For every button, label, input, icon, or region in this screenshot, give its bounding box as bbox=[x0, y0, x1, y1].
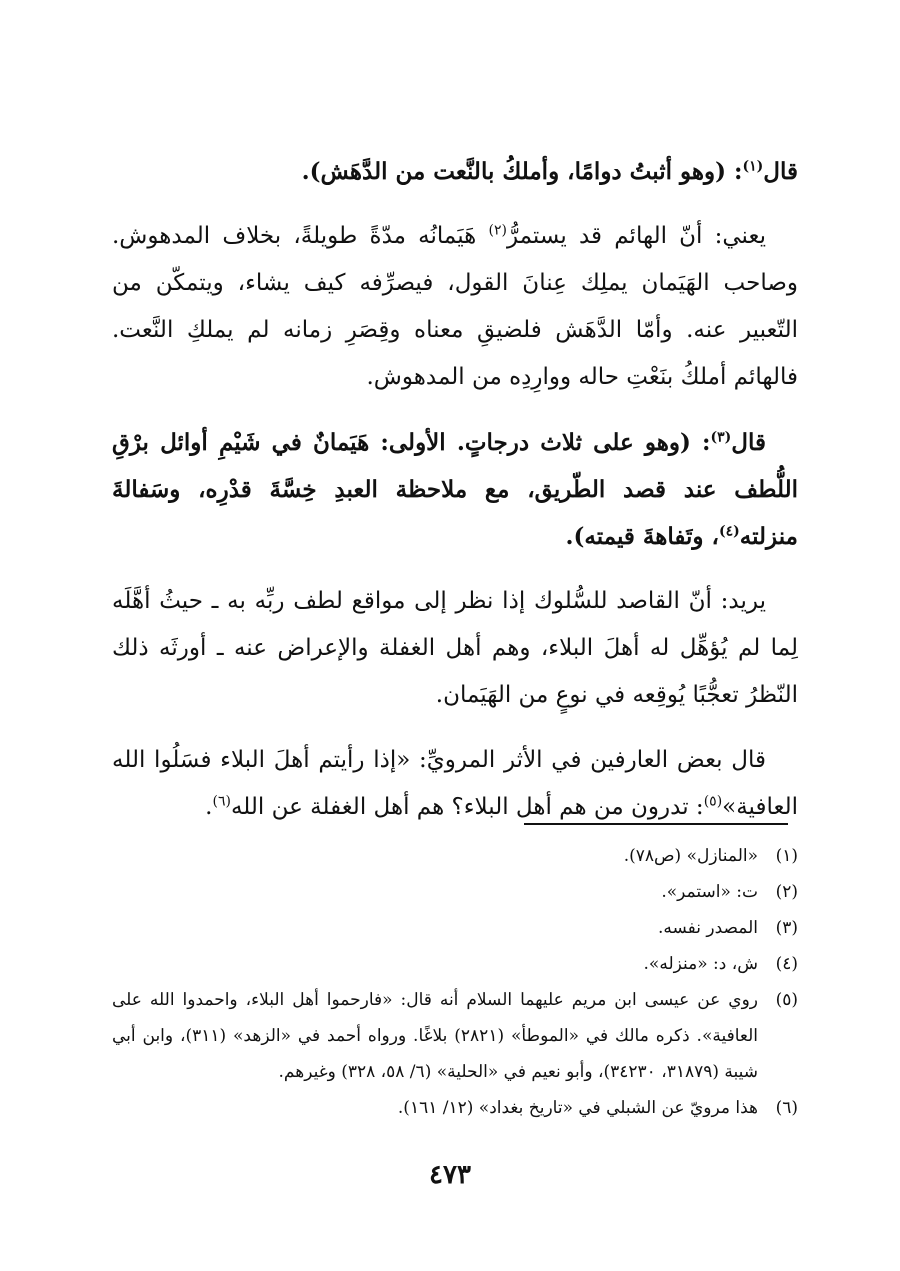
footnote-6 bbox=[112, 1090, 798, 1126]
footnote-ref: (٢) bbox=[488, 222, 507, 239]
footnote-ref: (٥) bbox=[703, 793, 723, 810]
footnote-ref: (٦) bbox=[212, 793, 231, 810]
footnote-text: «المنازل» (ص٧٨). bbox=[623, 846, 758, 866]
paragraph-text: : تدرون من هم أهل البلاء؟ هم أهل الغفلة عن الله bbox=[230, 794, 704, 820]
footnotes bbox=[112, 838, 798, 1126]
footnote-ref: (١) bbox=[742, 158, 764, 175]
paragraph-1 bbox=[112, 148, 798, 195]
footnote-text: روي عن عيسى ابن مريم عليهما السلام أنه قال: «فارحموا أهل البلاء، واحمدوا الله على العافية». ذكره مالك في «الموطأ» (٢٨٢١) بلاغًا. ورواه أحمد في «الزهد» (٣١١)، وابن أبي شيبة (٣١٨٧٩، ٣٤٢٣٠)، وأبو نعيم في «الحلية» (٦/ ٥٨، ٣٢٨) وغيرهم. bbox=[112, 990, 759, 1082]
paragraph-text: : (وهو على ثلاث درجاتٍ. الأولى: هَيَمانٌ في شَيْمِ أوائل برْقِ اللُّطف عند قصد الطّريق، مع ملاحظة العبدِ خِسَّةَ قدْرِه، وسَفالةَ منزلته bbox=[112, 429, 798, 550]
main-text bbox=[112, 148, 798, 849]
paragraph-label: قال bbox=[763, 158, 798, 185]
footnote-number: (٢) bbox=[775, 882, 798, 902]
footnote-number: (٥) bbox=[775, 990, 798, 1010]
footnote-ref: (٤) bbox=[718, 523, 740, 540]
paragraph-text: هَيَمانُه مدّةً طويلةً، بخلاف المدهوش. وصاحب الهَيَمان يملِك عِنانَ القول، فيصرِّفه كيف يشاء، ويتمكّن من التّعبير عنه. وأمّا الدَّهَش فلضيقِ معناه وقِصَرِ زمانه لم يملكِ النَّعت. فالهائم أملكُ بنَعْتِ حاله ووارِدِه من المدهوش. bbox=[112, 223, 798, 390]
paragraph-text: قال بعض العارفين في الأثر المرويِّ: «إذا رأيتم أهلَ البلاء فسَلُوا الله العافية» bbox=[112, 747, 798, 820]
paragraph-2 bbox=[112, 213, 798, 401]
paragraph-4 bbox=[112, 578, 798, 719]
footnote-text: ش، د: «منزله». bbox=[643, 954, 758, 974]
footnote-number: (٤) bbox=[775, 954, 798, 974]
footnote-ref: (٣) bbox=[710, 429, 732, 446]
footnote-4 bbox=[112, 946, 798, 982]
footnote-number: (١) bbox=[775, 846, 798, 866]
paragraph-text: يعني: أنّ الهائم قد يستمرُّ bbox=[506, 223, 766, 249]
paragraph-text: ، وتَفاهةَ قيمته). bbox=[565, 523, 719, 550]
footnote-2 bbox=[112, 874, 798, 910]
footnote-number: (٦) bbox=[775, 1098, 798, 1118]
footnote-number: (٣) bbox=[775, 918, 798, 938]
paragraph-3 bbox=[112, 419, 798, 560]
paragraph-label: قال bbox=[731, 429, 766, 456]
paragraph-text: : (وهو أثبتُ دوامًا، وأملكُ بالنَّعت من الدَّهَش). bbox=[301, 158, 743, 185]
footnote-1 bbox=[112, 838, 798, 874]
paragraph-text: . bbox=[205, 794, 213, 820]
footnote-text: هذا مرويّ عن الشبلي في «تاريخ بغداد» (١٢/ ١٦١). bbox=[397, 1098, 758, 1118]
footnote-text: المصدر نفسه. bbox=[657, 918, 758, 938]
footnote-3 bbox=[112, 910, 798, 946]
footnote-divider bbox=[524, 823, 788, 825]
paragraph-text: يريد: أنّ القاصد للسُّلوك إذا نظر إلى مواقع لطف ربِّه به ـ حيثُ أهَّلَه لِما لم يُؤهِّل له أهلَ البلاء، وهم أهل الغفلة والإعراض عنه ـ أورثَه ذلك النّظرُ تعجُّبًا يُوقِعه في نوعٍ من الهَيَمان. bbox=[112, 588, 798, 708]
paragraph-5 bbox=[112, 737, 798, 831]
footnote-5 bbox=[112, 982, 798, 1090]
page-number: ٤٧٣ bbox=[429, 1160, 471, 1190]
footnote-text: ت: «استمر». bbox=[661, 882, 758, 902]
